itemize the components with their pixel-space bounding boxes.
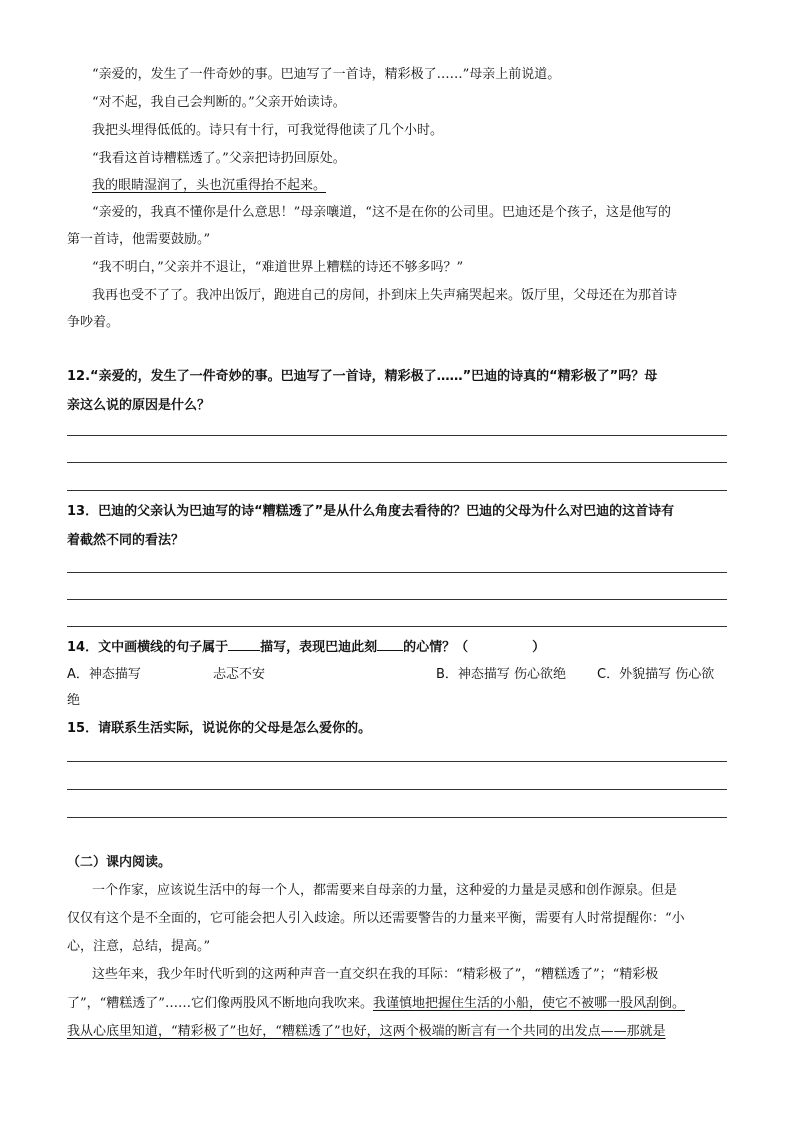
fill-blank-1[interactable]	[228, 638, 260, 651]
section-2-line-3: 心，注意，总结，提高。”	[67, 939, 211, 954]
option-c[interactable]: C．外貌描写 伤心欲	[597, 667, 715, 682]
answer-line[interactable]	[67, 789, 727, 790]
passage-line-6: “亲爱的，我真不懂你是什么意思！”母亲嚷道，“这不是在你的公司里。巴迪还是个孩子，这是他写的	[92, 205, 671, 220]
section-2-line-5-plain: 了”，“糟糕透了”……它们像两股风不断地向我吹来。	[67, 996, 373, 1011]
question-14-part-4: ）	[532, 640, 546, 655]
question-14-part-1: 14．文中画横线的句子属于	[67, 640, 229, 655]
passage-line-3: 我把头埋得低低的。诗只有十行，可我觉得他读了几个小时。	[92, 123, 444, 138]
passage-line-4: “我看这首诗糟糕透了。”父亲把诗扔回原处。	[92, 151, 346, 166]
answer-line[interactable]	[67, 599, 727, 600]
section-2-heading: （二）课内阅读。	[67, 855, 172, 870]
answer-line[interactable]	[67, 490, 727, 491]
answer-line[interactable]	[67, 435, 727, 436]
answer-line[interactable]	[67, 462, 727, 463]
question-14-stem	[67, 638, 545, 657]
question-13-line-1: 13．巴迪的父亲认为巴迪写的诗“糟糕透了”是从什么角度去看待的？巴迪的父母为什么对巴迪的这首诗有	[67, 504, 675, 519]
section-2-line-2: 仅仅有这个是不全面的，它可能会把人引入歧途。所以还需要警告的力量来平衡，需要有人时常提醒你：“小	[67, 911, 685, 926]
passage-line-1: “亲爱的，发生了一件奇妙的事。巴迪写了一首诗，精彩极了……”母亲上前说道。	[92, 67, 561, 82]
option-b[interactable]: B．神态描写 伤心欲绝	[436, 667, 567, 682]
question-15: 15．请联系生活实际，说说你的父母是怎么爱你的。	[67, 721, 372, 736]
section-2-line-6: 我从心底里知道，“精彩极了”也好，“糟糕透了”也好，这两个极端的断言有一个共同的出发点——那就是	[67, 1024, 666, 1039]
answer-line[interactable]	[67, 572, 727, 573]
question-13-line-2: 着截然不同的看法？	[67, 533, 185, 548]
passage-line-9: 我再也受不了了。我冲出饭厅，跑进自己的房间，扑到床上失声痛哭起来。饭厅里，父母还在为那首诗	[92, 288, 678, 303]
answer-line[interactable]	[67, 626, 727, 627]
answer-line[interactable]	[67, 817, 727, 818]
section-2-underlined-sentence: 我谨慎地把握住生活的小船，使它不被哪一股风刮倒。	[372, 996, 685, 1011]
section-2-line-4: 这些年来，我少年时代听到的这两种声音一直交织在我的耳际：“精彩极了”，“糟糕透了”；“精彩极	[92, 967, 659, 982]
question-12-line-2: 亲这么说的原因是什么？	[67, 398, 211, 413]
question-12-line-1: 12.“亲爱的，发生了一件奇妙的事。巴迪写了一首诗，精彩极了……”巴迪的诗真的“精彩极了”吗？母	[67, 369, 658, 384]
answer-line[interactable]	[67, 761, 727, 762]
fill-blank-2[interactable]	[377, 638, 403, 651]
section-2-line-1: 一个作家，应该说生活中的每一个人，都需要来自母亲的力量，这种爱的力量是灵感和创作源泉。但是	[92, 883, 678, 898]
option-c-continued: 绝	[67, 693, 81, 708]
passage-line-7: 第一首诗，他需要鼓励。”	[67, 232, 211, 247]
option-a-answer: 忐忑不安	[213, 667, 266, 682]
question-14-part-3: 的心情？（	[403, 640, 469, 655]
option-a-label[interactable]: A．神态描写	[67, 667, 141, 682]
passage-line-10: 争吵着。	[67, 315, 120, 330]
section-2-line-5	[67, 994, 685, 1013]
passage-line-8: “我不明白，”父亲并不退让，“难道世界上糟糕的诗还不够多吗？”	[92, 260, 464, 275]
question-14-part-2: 描写，表现巴迪此刻	[260, 640, 378, 655]
passage-line-2: “对不起，我自己会判断的。”父亲开始读诗。	[92, 95, 346, 110]
underlined-sentence: 我的眼睛湿润了，头也沉重得抬不起来。	[92, 178, 327, 193]
